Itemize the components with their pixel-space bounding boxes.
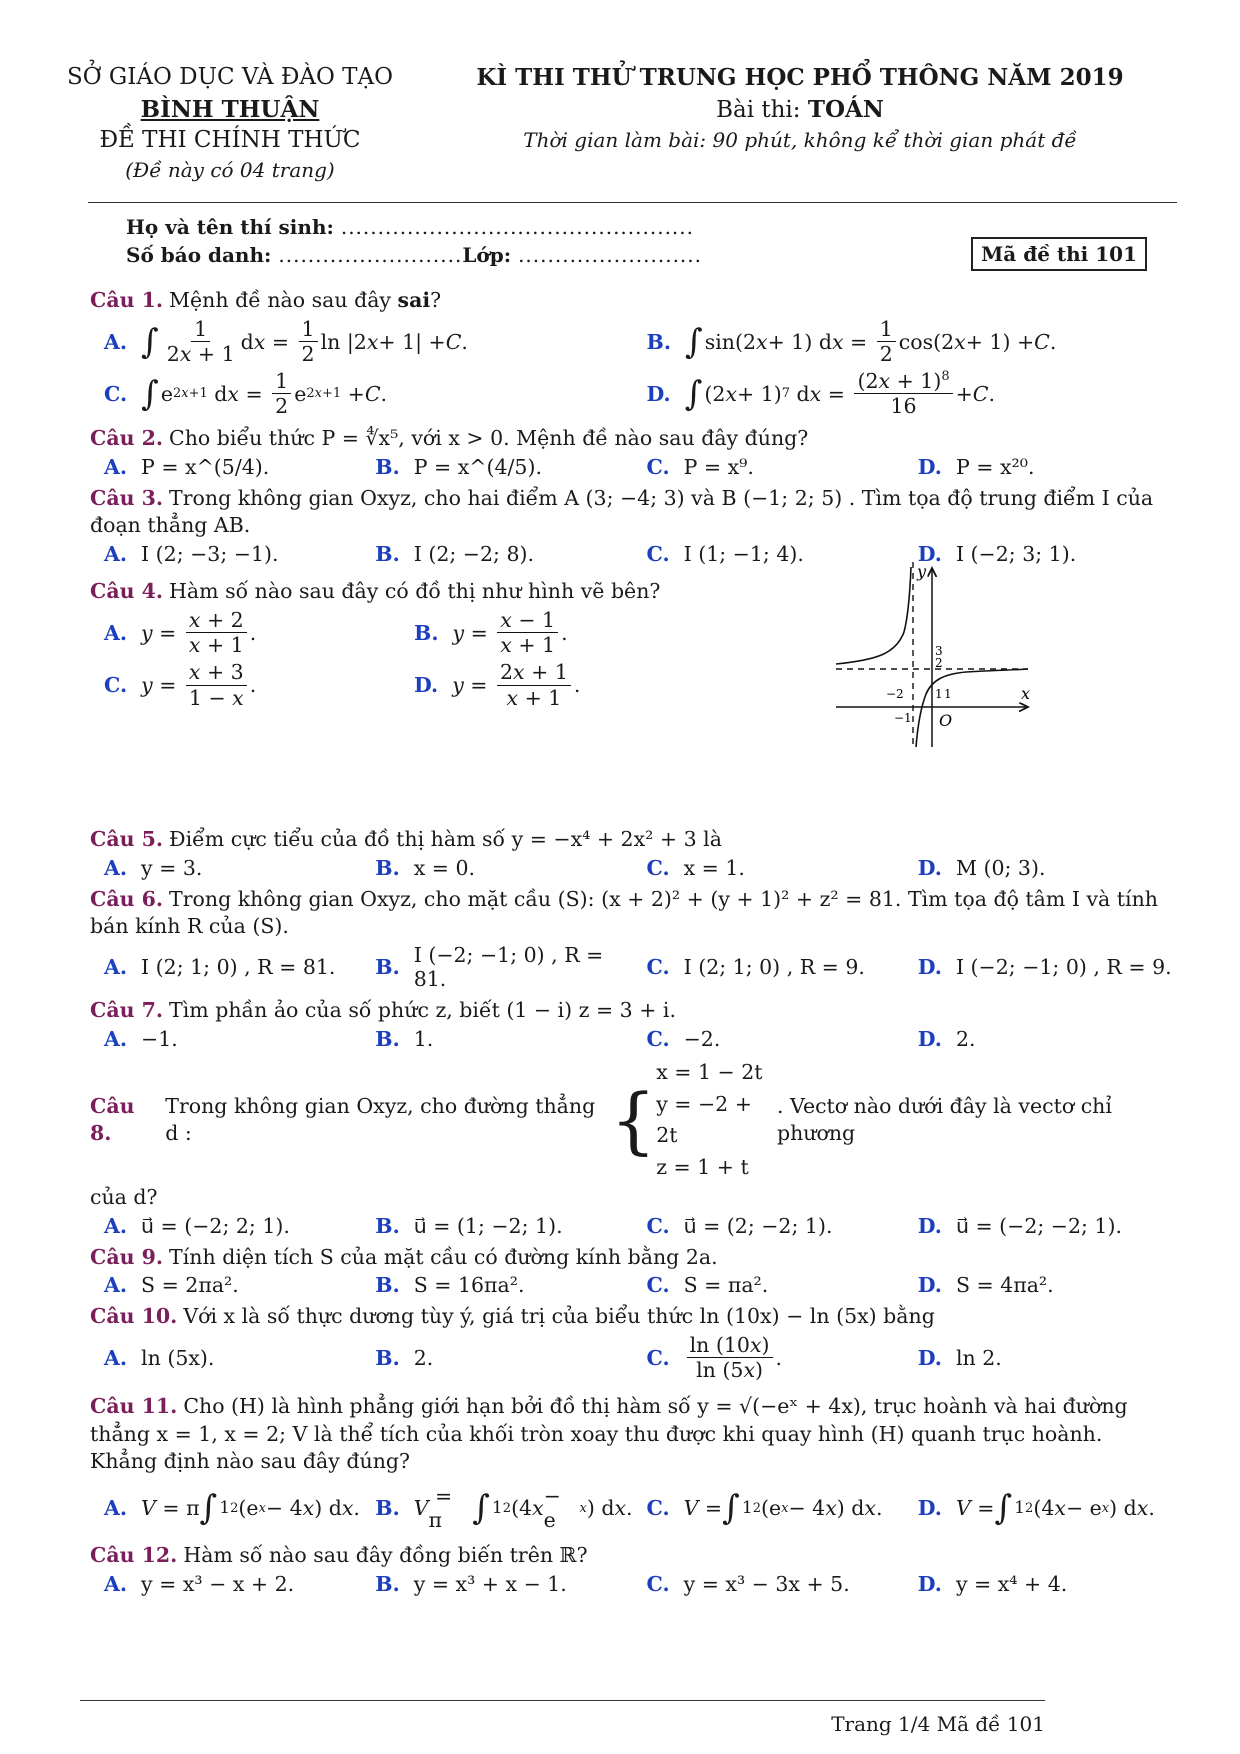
q2-options <box>90 455 1175 479</box>
q6-option-b[interactable]: B. I (−2; −1; 0) , R = 81. <box>375 943 604 992</box>
q3-option-d[interactable]: D. I (−2; 3; 1). <box>917 542 1077 567</box>
question-10: Câu 10. Với x là số thực dương tùy ý, giá trị của biểu thức ln (10x) − ln (5x) bằng <box>90 1304 935 1329</box>
q1-label: Câu 1. <box>90 288 164 312</box>
subject-prefix: Bài thi: <box>716 97 808 124</box>
tick-2: 2 <box>935 656 943 670</box>
q5-option-c[interactable]: C. x = 1. <box>646 855 745 880</box>
q6-option-d[interactable]: D. I (−2; −1; 0) , R = 9. <box>917 955 1172 980</box>
q11-text: Cho (H) là hình phẳng giới hạn bởi đồ thị hàm số y = √(−eˣ + 4x), trục hoành và hai đường thẳng x = 1, x = 2; V là thể tích của khối tròn xoay thu được khi quay hình (H) quanh trục hoành. Khẳng định nào sau đây đúng? <box>90 1394 1128 1474</box>
q9-option-c[interactable]: C. S = πa². <box>646 1273 769 1298</box>
id-label: Số báo danh: <box>126 243 272 267</box>
exam-page <box>66 62 1175 1596</box>
q1-option-b[interactable]: B. ∫ sin(2 x + 1) d x = $\frac{1}{2}$ cos(2 x + 1) + C . <box>646 316 1057 367</box>
q8-option-c[interactable]: C. u⃗ = (2; −2; 1). <box>646 1213 833 1238</box>
q3-option-b[interactable]: B. I (2; −2; 8). <box>375 542 534 567</box>
name-dots[interactable]: ................................................ <box>340 215 694 239</box>
q10-option-d[interactable]: D. ln 2. <box>917 1345 1002 1370</box>
q6-options <box>90 943 1175 991</box>
q3-option-a[interactable]: A. I (2; −3; −1). <box>104 542 279 567</box>
x-label: x <box>1021 684 1031 703</box>
q9-option-d[interactable]: D. S = 4πa². <box>917 1273 1054 1298</box>
question-12: Câu 12. Hàm số nào sau đây đồng biến trên ℝ? <box>90 1543 588 1568</box>
q12-option-a[interactable]: A. y = x³ − x + 2. <box>104 1571 295 1596</box>
tick-neg1: −1 <box>894 711 912 725</box>
q7-option-c[interactable]: C. −2. <box>646 1026 721 1051</box>
question-1 <box>90 287 1175 315</box>
q11-option-d[interactable]: D. V = ∫ 1 2 (4 x − e x ) d x . <box>917 1488 1155 1529</box>
q1-options-row2 <box>90 369 1175 419</box>
q2-option-c[interactable]: C. P = x⁹. <box>646 454 754 479</box>
page-footer: Trang 1/4 Mã đề 101 <box>831 1712 1045 1736</box>
q2-text: Cho biểu thức P = ∜x⁵, với x > 0. Mệnh đề nào sau đây đúng? <box>169 426 809 451</box>
origin-label: O <box>939 711 953 730</box>
left-branch <box>836 567 911 664</box>
q8-pre: Trong không gian Oxyz, cho đường thẳng d : <box>165 1093 596 1146</box>
id-dots[interactable]: ......................... <box>278 243 463 267</box>
q1-option-d[interactable]: D. ∫ (2 x + 1) 7 d x = $\frac{(2x + 1)^8}{16}$ + C . <box>646 368 995 419</box>
question-2: Câu 2. Cho biểu thức P = ∜x⁵, với x > 0. Mệnh đề nào sau đây đúng? <box>90 426 809 451</box>
question-9: Câu 9. Tính diện tích S của mặt cầu có đường kính bằng 2a. <box>90 1244 718 1269</box>
q1-options-row1 <box>90 317 1175 367</box>
province: BÌNH THUẬN <box>140 95 320 123</box>
q12-option-d[interactable]: D. y = x⁴ + 4. <box>917 1571 1068 1596</box>
q10-text: Với x là số thực dương tùy ý, giá trị của biểu thức ln (10x) − ln (5x) bằng <box>183 1304 935 1329</box>
department: SỞ GIÁO DỤC VÀ ĐÀO TẠO <box>66 64 393 90</box>
q4-option-c[interactable]: C. y = $\frac{x + 3}{1 - x}$ . <box>104 659 257 710</box>
q8-options <box>90 1214 1175 1238</box>
q10-option-b[interactable]: B. 2. <box>375 1345 434 1370</box>
y-label: y <box>917 562 927 581</box>
tick-3: 3 <box>935 644 943 658</box>
q5-option-d[interactable]: D. M (0; 3). <box>917 855 1046 880</box>
tick-1: 1 <box>935 687 943 701</box>
q8-option-a[interactable]: A. u⃗ = (−2; 2; 1). <box>104 1213 290 1238</box>
name-row <box>126 215 694 239</box>
question-11: Câu 11. Cho (H) là hình phẳng giới hạn bởi đồ thị hàm số y = √(−eˣ + 4x), trục hoành và hai đường thẳng x = 1, x = 2; V là thể tích của khối tròn xoay thu được khi quay hình (H) quanh trục hoành. Khẳng định nào sau đây đúng? <box>90 1394 1128 1474</box>
q4-options-row2 <box>90 660 710 710</box>
tick-1b: 1 <box>944 687 952 701</box>
time-note: Thời gian làm bài: 90 phút, không kể thời gian phát đề <box>523 128 1077 153</box>
q5-option-a[interactable]: A. y = 3. <box>104 855 203 880</box>
id-row <box>126 243 702 267</box>
q2-option-a[interactable]: A. P = x^(5/4). <box>104 454 270 479</box>
q4-option-b[interactable]: B. y = $\frac{x - 1}{x + 1}$ . <box>414 607 568 658</box>
q2-option-b[interactable]: B. P = x^(4/5). <box>375 454 542 479</box>
q7-text: Tìm phần ảo của số phức z, biết (1 − i) z = 3 + i. <box>169 998 676 1023</box>
q1-option-a[interactable]: A. ∫ $\frac{1}{2x + 1}$ d x = $\frac{1}{2}$ ln |2 x + 1| + C . <box>104 316 468 367</box>
right-branch <box>916 669 1031 747</box>
question-3: Câu 3. Trong không gian Oxyz, cho hai điểm A (3; −4; 3) và B (−1; 2; 5) . Tìm tọa độ trung điểm I của đoạn thẳng AB. <box>90 485 1154 538</box>
q5-option-b[interactable]: B. x = 0. <box>375 855 476 880</box>
subject: TOÁN <box>807 96 884 124</box>
subject-line <box>420 94 1180 126</box>
q4-option-d[interactable]: D. y = $\frac{2x + 1}{x + 1}$ . <box>414 659 581 710</box>
q5-text: Điểm cực tiểu của đồ thị hàm số y = −x⁴ + 2x² + 3 là <box>169 827 722 852</box>
q8-post: . Vectơ nào dưới đây là vectơ chỉ phương <box>776 1093 1112 1146</box>
q4-graph <box>836 562 1036 747</box>
q1-option-c[interactable]: C. ∫ e 2x+1 d x = $\frac{1}{2}$ e 2x+1 + C . <box>104 368 388 419</box>
footer-rule <box>80 1700 1045 1701</box>
name-label: Họ và tên thí sinh: <box>126 215 334 239</box>
exam-code-box: Mã đề thi 101 <box>971 237 1147 271</box>
exam-header <box>66 62 1175 202</box>
q5-options <box>90 856 1175 880</box>
q12-option-c[interactable]: C. y = x³ − 3x + 5. <box>646 1571 850 1596</box>
question-5: Câu 5. Điểm cực tiểu của đồ thị hàm số y = −x⁴ + 2x² + 3 là <box>90 827 722 852</box>
q4-options-row1 <box>90 608 710 658</box>
question-8: Câu 8. Trong không gian Oxyz, cho đường thẳng d : { x = 1 − 2t y = −2 + 2t z = 1 + t . Vectơ nào dưới đây là vectơ chỉ phương <box>90 1057 1175 1184</box>
q12-text: Hàm số nào sau đây đồng biến trên ℝ? <box>183 1543 588 1568</box>
q11-option-b[interactable]: B. V = π ∫ 1 2 (4 x − e x ) d x . <box>375 1484 633 1533</box>
header-right <box>420 62 1180 154</box>
tick-neg2: −2 <box>886 687 904 701</box>
question-7: Câu 7. Tìm phần ảo của số phức z, biết (1 − i) z = 3 + i. <box>90 998 676 1023</box>
q4-text: Hàm số nào sau đây có đồ thị như hình vẽ bên? <box>169 579 661 604</box>
q11-option-c[interactable]: C. V = ∫ 1 2 (e x − 4 x ) d x . <box>646 1488 883 1529</box>
q7-option-b[interactable]: B. 1. <box>375 1026 434 1051</box>
q2-option-d[interactable]: D. P = x²⁰. <box>917 454 1035 479</box>
q7-option-d[interactable]: D. 2. <box>917 1026 976 1051</box>
q9-option-b[interactable]: B. S = 16πa². <box>375 1273 525 1298</box>
q12-options <box>90 1572 1175 1596</box>
q3-option-c[interactable]: C. I (1; −1; 4). <box>646 542 804 567</box>
q1-text: Mệnh đề nào sau đây <box>169 288 392 312</box>
q8-tail: của d? <box>90 1184 158 1209</box>
q11-options <box>90 1484 1175 1532</box>
class-label: Lớp: <box>462 243 512 267</box>
exam-title: KÌ THI THỬ TRUNG HỌC PHỔ THÔNG NĂM 2019 <box>476 64 1124 91</box>
header-left <box>65 62 395 185</box>
class-dots[interactable]: ......................... <box>518 243 702 267</box>
q10-option-a[interactable]: A. ln (5x). <box>104 1345 215 1370</box>
q1-end: ? <box>430 288 442 312</box>
q10-options <box>90 1333 1175 1383</box>
q8-option-b[interactable]: B. u⃗ = (1; −2; 1). <box>375 1213 563 1238</box>
question-6: Câu 6. Trong không gian Oxyz, cho mặt cầu (S): (x + 2)² + (y + 1)² + z² = 81. Tìm tọa độ tâm I và tính bán kính R của (S). <box>90 886 1158 939</box>
q7-options <box>90 1027 1175 1051</box>
q9-text: Tính diện tích S của mặt cầu có đường kính bằng 2a. <box>169 1244 718 1269</box>
q12-option-b[interactable]: B. y = x³ + x − 1. <box>375 1571 567 1596</box>
q11-option-a[interactable]: A. V = π ∫ 1 2 (e x − 4 x ) d x . <box>104 1488 360 1529</box>
q10-option-c[interactable]: C. $\frac{\ln (10x)}{\ln (5x)}$ . <box>646 1332 783 1383</box>
q1-bold: sai <box>397 288 431 312</box>
q4-option-a[interactable]: A. y = $\frac{x + 2}{x + 1}$ . <box>104 607 257 658</box>
pages-note: (Đề này có 04 trang) <box>125 158 335 183</box>
q6-option-c[interactable]: C. I (2; 1; 0) , R = 9. <box>646 955 865 980</box>
q8-system: { x = 1 − 2t y = −2 + 2t z = 1 + t <box>610 1059 763 1180</box>
q7-option-a[interactable]: A. −1. <box>104 1026 178 1051</box>
q6-text: Trong không gian Oxyz, cho mặt cầu (S): (x + 2)² + (y + 1)² + z² = 81. Tìm tọa độ tâm I và tính bán kính R của (S). <box>90 886 1158 939</box>
q3-text: Trong không gian Oxyz, cho hai điểm A (3; −4; 3) và B (−1; 2; 5) . Tìm tọa độ trung điểm I của đoạn thẳng AB. <box>90 485 1154 538</box>
q9-options <box>90 1273 1175 1297</box>
q9-option-a[interactable]: A. S = 2πa². <box>104 1273 239 1298</box>
question-4: Câu 4. Hàm số nào sau đây có đồ thị như hình vẽ bên? <box>90 579 661 604</box>
q6-option-a[interactable]: A. I (2; 1; 0) , R = 81. <box>104 955 336 980</box>
candidate-info <box>90 203 1175 281</box>
q8-option-d[interactable]: D. u⃗ = (−2; −2; 1). <box>917 1213 1122 1238</box>
official-label: ĐỀ THI CHÍNH THỨC <box>99 127 361 154</box>
